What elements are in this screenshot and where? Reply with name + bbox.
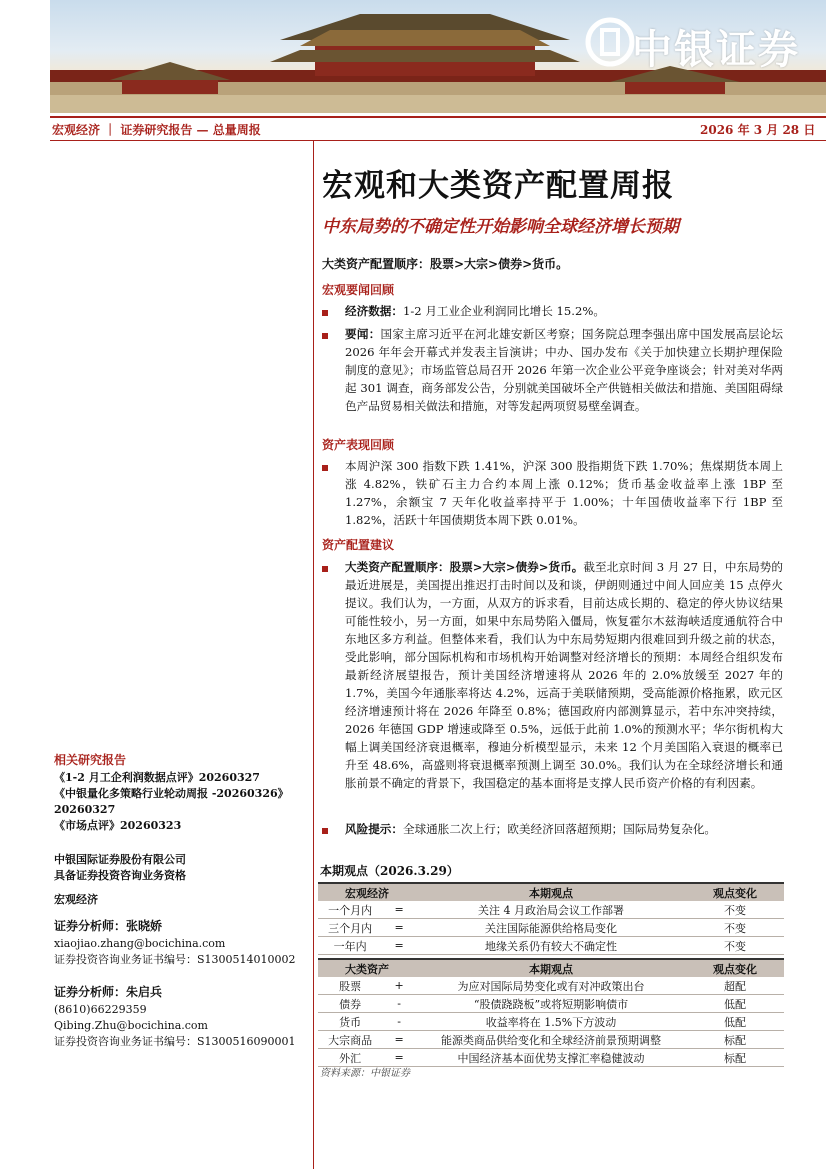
cell: 超配	[686, 977, 784, 995]
cell: +	[382, 977, 416, 995]
cell: 一年内	[318, 937, 382, 955]
analyst-1-email[interactable]: xiaojiao.zhang@bocichina.com	[54, 937, 226, 950]
cell: 中国经济基本面优势支撑汇率稳健波动	[416, 1049, 686, 1067]
cell: 不变	[686, 901, 784, 919]
table-header	[318, 883, 784, 901]
cell: 不变	[686, 919, 784, 937]
cell: 不变	[686, 937, 784, 955]
column-divider	[313, 140, 314, 1169]
related-head: 相关研究报告	[54, 753, 127, 767]
analyst-1-cert: 证券投资咨询业务证书编号：S1300514010002	[54, 953, 296, 966]
allocation-order: 大类资产配置顺序：股票>大宗>债券>货币。	[322, 257, 569, 271]
cell: =	[382, 1049, 416, 1067]
analyst-2-title: 证券分析师：朱启兵	[54, 985, 163, 999]
cell: 为应对国际局势变化或有对冲政策出台	[416, 977, 686, 995]
cell: 债券	[318, 995, 382, 1013]
cell: =	[382, 901, 416, 919]
bullet-icon	[322, 465, 328, 471]
bullet-icon	[322, 310, 328, 316]
cell: 大宗商品	[318, 1031, 382, 1049]
views-head: 本期观点（2026.3.29）	[320, 864, 459, 878]
label: 风险提示：	[345, 822, 403, 836]
report-date: 2026 年 3 月 28 日	[700, 123, 816, 137]
macro-views-table	[318, 882, 784, 955]
col-header: 本期观点	[416, 959, 686, 977]
assets-text: 本周沪深 300 指数下跌 1.41%，沪深 300 股指期货下跌 1.70%；焦煤期货本周上涨 4.82%，铁矿石主力合约本周上涨 0.12%；货币基金收益率上涨 1BP 至 1.27%，余额宝 7 天年化收益率持平于 1.00%；十年国债收益率下行 1BP 至 1.82%，活跃十年国债期货本周下跌 0.01%。	[345, 459, 783, 527]
col-header: 观点变化	[686, 883, 784, 901]
brand-logo-text: 中银证券	[632, 27, 800, 73]
asset-views-table	[318, 958, 784, 1067]
cell: 股票	[318, 977, 382, 995]
cell: 外汇	[318, 1049, 382, 1067]
section-macro-head: 宏观要闻回顾	[322, 283, 395, 297]
risk-text	[345, 820, 783, 838]
related-item[interactable]: 《1-2 月工企利润数据点评》20260327	[54, 771, 260, 784]
cell: 能源类商品供给变化和全球经济前景预期调整	[416, 1031, 686, 1049]
table-row	[318, 977, 784, 995]
bullet-icon	[322, 566, 328, 572]
cell: “股债跷跷板”或将短期影响债市	[416, 995, 686, 1013]
section-advice-head: 资产配置建议	[322, 538, 395, 552]
header-rule	[50, 116, 826, 118]
cell: 货币	[318, 1013, 382, 1031]
label: 大类资产配置顺序：股票>大宗>债券>货币。	[345, 560, 584, 574]
text: 1-2 月工业企业利润同比增长 15.2%。	[402, 304, 605, 318]
table-row	[318, 995, 784, 1013]
col-header: 观点变化	[686, 959, 784, 977]
cell: 低配	[686, 995, 784, 1013]
col-header: 本期观点	[416, 883, 686, 901]
cell: 三个月内	[318, 919, 382, 937]
table-row	[318, 901, 784, 919]
header-banner	[50, 0, 826, 113]
bullet-icon	[322, 333, 328, 339]
related-list	[54, 770, 304, 834]
cell: =	[382, 1031, 416, 1049]
cell: -	[382, 995, 416, 1013]
label: 经济数据：	[345, 304, 403, 318]
table-row	[318, 1031, 784, 1049]
cell: 一个月内	[318, 901, 382, 919]
cell: 标配	[686, 1031, 784, 1049]
section-assets-head: 资产表现回顾	[322, 438, 395, 452]
cell: -	[382, 1013, 416, 1031]
text: 全球通胀二次上行；欧美经济回落超预期；国际局势复杂化。	[402, 822, 717, 836]
table-header	[318, 959, 784, 977]
qualification: 具备证券投资咨询业务资格	[54, 869, 186, 882]
advice-text	[345, 558, 783, 792]
bullet-icon	[322, 828, 328, 834]
company-name: 中银国际证券股份有限公司	[54, 853, 186, 866]
cell: 收益率将在 1.5%下方波动	[416, 1013, 686, 1031]
page-subtitle: 中东局势的不确定性开始影响全球经济增长预期	[322, 217, 679, 237]
source-note: 资料来源：中银证券	[320, 1068, 410, 1079]
col-header: 宏观经济	[318, 883, 416, 901]
table-row	[318, 937, 784, 955]
macro-item-news	[345, 325, 783, 415]
department: 宏观经济	[54, 893, 98, 906]
cell: 标配	[686, 1049, 784, 1067]
analyst-2-cert: 证券投资咨询业务证书编号：S1300516090001	[54, 1035, 296, 1048]
cell: 低配	[686, 1013, 784, 1031]
related-item[interactable]: 《中银量化多策略行业轮动周报 -20260326》20260327	[54, 787, 289, 816]
col-header: 大类资产	[318, 959, 416, 977]
analyst-1-title: 证券分析师：张晓娇	[54, 919, 163, 933]
cell: =	[382, 919, 416, 937]
cell: 关注 4 月政治局会议工作部署	[416, 901, 686, 919]
cell: =	[382, 937, 416, 955]
cell: 关注国际能源供给格局变化	[416, 919, 686, 937]
analyst-2-email[interactable]: Qibing.Zhu@bocichina.com	[54, 1019, 208, 1032]
header-rule-bottom	[50, 140, 826, 141]
related-item[interactable]: 《市场点评》20260323	[54, 819, 182, 832]
label: 要闻：	[345, 327, 381, 341]
page-title: 宏观和大类资产配置周报	[322, 168, 674, 204]
text: 截至北京时间 3 月 27 日，中东局势的最近进展是，美国提出推迟打击时间以及和谈，伊朗则通过中间人回应美 15 点停火提议。我们认为，一方面，从双方的诉求看，目前达成长期的、稳定的停火协议结果可能性较小，另一方面，如果中东局势陷入僵局，恢复霍尔木兹海峡适度通航符合中东地区多方利益。但整体来看，我们认为中东局势短期内很难回到升级之前的状态，受此影响，部分国际机构和市场机构开始调整对经济增长的预期：本周经合组织发布最新经济展望报告，预计美国经济增速将从 2026 年的 2.0%放缓至 2027 年的 1.7%，美国今年通胀率将达 4.2%，远高于美联储预期，受高能源价格拖累，欧元区经济增速预计将在 2026 年降至 0.8%；德国政府内部测算显示，若中东冲突持续，2026 年德国 GDP 增速或降至 0.5%，远低于此前 1.0%的预测水平；华尔街机构大幅上调美国经济衰退概率，穆迪分析模型显示，未来 12 个月美国陷入衰退的概率已升至 48.6%，高盛则将衰退概率预测上调至 30.0%。我们认为在全球经济增长和通胀前景不确定的背景下，我国稳定的基本面将是支撑人民币资产价格的有利因素。	[345, 560, 783, 790]
table-row	[318, 1013, 784, 1031]
table-row	[318, 919, 784, 937]
cell: 地缘关系仍有较大不确定性	[416, 937, 686, 955]
text: 国家主席习近平在河北雄安新区考察；国务院总理李强出席中国发展高层论坛 2026 年年会开幕式并发表主旨演讲；中办、国办发布《关于加快建立长期护理保险制度的意见》；市场监管总局召开 2026 年第一次企业公平竞争座谈会；针对美对华两起 301 调查，商务部发公告，分别就美国破坏全产供链相关做法和措施、美国阻碍绿色产品贸易相关做法和措施，对等发起两项贸易壁垒调查。	[345, 327, 783, 413]
macro-item-data	[345, 302, 783, 320]
report-category: 宏观经济 ｜ 证券研究报告 — 总量周报	[52, 123, 261, 137]
analyst-2-phone: (8610)66229359	[54, 1003, 147, 1016]
